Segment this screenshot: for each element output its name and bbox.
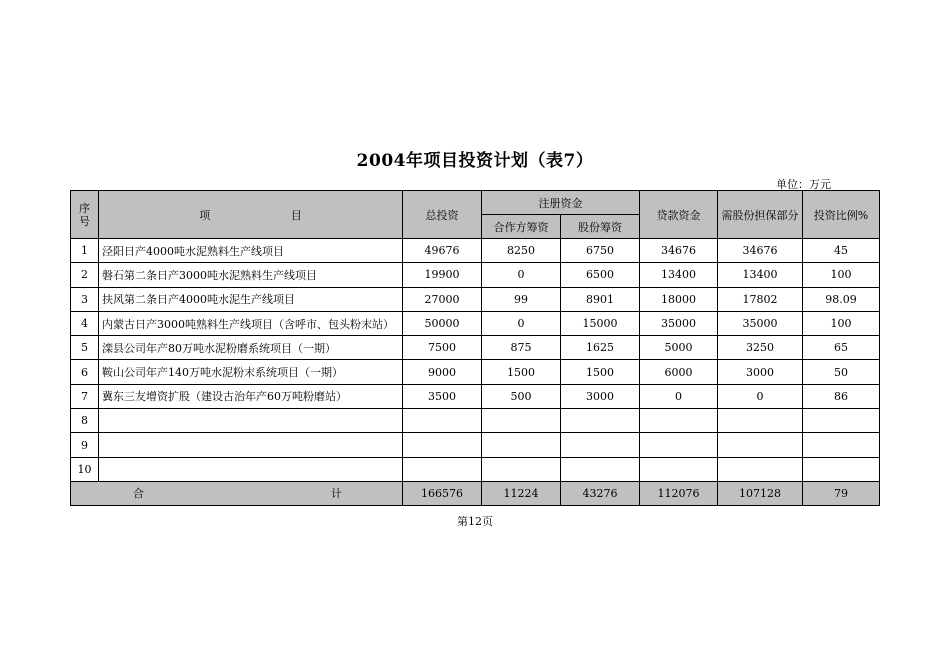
cell-share bbox=[561, 457, 640, 481]
cell-guarantee: 0 bbox=[718, 384, 803, 408]
cell-ratio: 65 bbox=[803, 336, 880, 360]
header-partner-funding: 合作方筹资 bbox=[482, 215, 561, 239]
header-item-char2: 目 bbox=[290, 208, 302, 222]
header-guarantee-share: 需股份担保部分 bbox=[718, 191, 803, 239]
cell-project-name bbox=[99, 433, 403, 457]
cell-no: 4 bbox=[71, 311, 99, 335]
total-guarantee-sum: 107128 bbox=[718, 481, 803, 505]
cell-guarantee bbox=[718, 433, 803, 457]
cell-total: 49676 bbox=[403, 239, 482, 263]
total-label-char1: 合 bbox=[133, 487, 144, 501]
header-seq-line2: 号 bbox=[79, 214, 90, 228]
cell-no: 2 bbox=[71, 263, 99, 287]
cell-ratio: 45 bbox=[803, 239, 880, 263]
cell-total: 7500 bbox=[403, 336, 482, 360]
investment-plan-table bbox=[70, 190, 880, 506]
cell-project-name bbox=[99, 409, 403, 433]
cell-project-name: 鞍山公司年产140万吨水泥粉末系统项目（一期） bbox=[99, 360, 403, 384]
cell-no: 3 bbox=[71, 287, 99, 311]
cell-guarantee: 35000 bbox=[718, 311, 803, 335]
table-row bbox=[71, 433, 880, 457]
cell-project-name: 内蒙古日产3000吨熟料生产线项目（含呼市、包头粉末站） bbox=[99, 311, 403, 335]
cell-share: 1500 bbox=[561, 360, 640, 384]
header-total-investment: 总投资 bbox=[403, 191, 482, 239]
cell-share: 6750 bbox=[561, 239, 640, 263]
cell-ratio: 50 bbox=[803, 360, 880, 384]
cell-partner: 99 bbox=[482, 287, 561, 311]
cell-project-name: 滦县公司年产80万吨水泥粉磨系统项目（一期） bbox=[99, 336, 403, 360]
cell-no: 10 bbox=[71, 457, 99, 481]
cell-ratio: 100 bbox=[803, 311, 880, 335]
cell-guarantee: 3250 bbox=[718, 336, 803, 360]
cell-ratio: 100 bbox=[803, 263, 880, 287]
cell-total: 50000 bbox=[403, 311, 482, 335]
cell-project-name: 冀东三友增资扩股（建设古治年产60万吨粉磨站） bbox=[99, 384, 403, 408]
table-body bbox=[71, 239, 880, 506]
cell-loan: 0 bbox=[640, 384, 718, 408]
page-title: 2004年项目投资计划（表7） bbox=[356, 151, 594, 171]
cell-total: 3500 bbox=[403, 384, 482, 408]
cell-partner: 500 bbox=[482, 384, 561, 408]
cell-loan: 18000 bbox=[640, 287, 718, 311]
table-row bbox=[71, 336, 880, 360]
cell-partner bbox=[482, 409, 561, 433]
cell-loan bbox=[640, 433, 718, 457]
header-item bbox=[99, 191, 403, 239]
header-registered-capital: 注册资金 bbox=[482, 191, 640, 215]
cell-share bbox=[561, 433, 640, 457]
unit-label: 单位：万元 bbox=[776, 178, 831, 191]
cell-loan: 13400 bbox=[640, 263, 718, 287]
total-loan-sum: 112076 bbox=[640, 481, 718, 505]
cell-share: 15000 bbox=[561, 311, 640, 335]
total-investment-sum: 166576 bbox=[403, 481, 482, 505]
cell-total: 19900 bbox=[403, 263, 482, 287]
cell-guarantee: 13400 bbox=[718, 263, 803, 287]
table-row bbox=[71, 360, 880, 384]
total-label bbox=[71, 481, 403, 505]
cell-no: 1 bbox=[71, 239, 99, 263]
cell-share bbox=[561, 409, 640, 433]
table-row bbox=[71, 311, 880, 335]
cell-loan bbox=[640, 457, 718, 481]
cell-partner: 0 bbox=[482, 263, 561, 287]
header-item-char1: 项 bbox=[199, 208, 211, 222]
table-row bbox=[71, 384, 880, 408]
header-loan-funds: 贷款资金 bbox=[640, 191, 718, 239]
cell-guarantee bbox=[718, 457, 803, 481]
cell-partner: 1500 bbox=[482, 360, 561, 384]
table-row bbox=[71, 287, 880, 311]
header-seq-line1: 序 bbox=[79, 201, 90, 215]
total-label-char2: 计 bbox=[331, 487, 342, 501]
cell-guarantee bbox=[718, 409, 803, 433]
cell-ratio bbox=[803, 409, 880, 433]
header-share-funding: 股份筹资 bbox=[561, 215, 640, 239]
total-ratio: 79 bbox=[803, 481, 880, 505]
total-row bbox=[71, 481, 880, 505]
cell-no: 7 bbox=[71, 384, 99, 408]
page-number: 第12页 bbox=[457, 515, 493, 528]
total-share-sum: 43276 bbox=[561, 481, 640, 505]
cell-total: 27000 bbox=[403, 287, 482, 311]
cell-ratio bbox=[803, 457, 880, 481]
table-row bbox=[71, 239, 880, 263]
cell-partner bbox=[482, 457, 561, 481]
cell-ratio: 98.09 bbox=[803, 287, 880, 311]
cell-partner: 875 bbox=[482, 336, 561, 360]
cell-ratio: 86 bbox=[803, 384, 880, 408]
cell-loan: 35000 bbox=[640, 311, 718, 335]
total-partner-sum: 11224 bbox=[482, 481, 561, 505]
cell-project-name: 泾阳日产4000吨水泥熟料生产线项目 bbox=[99, 239, 403, 263]
cell-share: 1625 bbox=[561, 336, 640, 360]
header-row bbox=[71, 191, 880, 215]
cell-project-name bbox=[99, 457, 403, 481]
cell-ratio bbox=[803, 433, 880, 457]
cell-no: 9 bbox=[71, 433, 99, 457]
cell-partner: 0 bbox=[482, 311, 561, 335]
cell-total bbox=[403, 409, 482, 433]
cell-share: 3000 bbox=[561, 384, 640, 408]
cell-project-name: 磐石第二条日产3000吨水泥熟料生产线项目 bbox=[99, 263, 403, 287]
cell-partner bbox=[482, 433, 561, 457]
cell-project-name: 扶风第二条日产4000吨水泥生产线项目 bbox=[99, 287, 403, 311]
cell-loan: 34676 bbox=[640, 239, 718, 263]
cell-guarantee: 3000 bbox=[718, 360, 803, 384]
cell-share: 6500 bbox=[561, 263, 640, 287]
cell-loan bbox=[640, 409, 718, 433]
cell-loan: 6000 bbox=[640, 360, 718, 384]
table-row bbox=[71, 263, 880, 287]
cell-total: 9000 bbox=[403, 360, 482, 384]
cell-loan: 5000 bbox=[640, 336, 718, 360]
table-row bbox=[71, 457, 880, 481]
cell-no: 5 bbox=[71, 336, 99, 360]
cell-guarantee: 17802 bbox=[718, 287, 803, 311]
header-investment-ratio: 投资比例% bbox=[803, 191, 880, 239]
cell-partner: 8250 bbox=[482, 239, 561, 263]
cell-share: 8901 bbox=[561, 287, 640, 311]
cell-total bbox=[403, 457, 482, 481]
table-row bbox=[71, 409, 880, 433]
header-seq bbox=[71, 191, 99, 239]
cell-no: 6 bbox=[71, 360, 99, 384]
cell-guarantee: 34676 bbox=[718, 239, 803, 263]
cell-no: 8 bbox=[71, 409, 99, 433]
cell-total bbox=[403, 433, 482, 457]
